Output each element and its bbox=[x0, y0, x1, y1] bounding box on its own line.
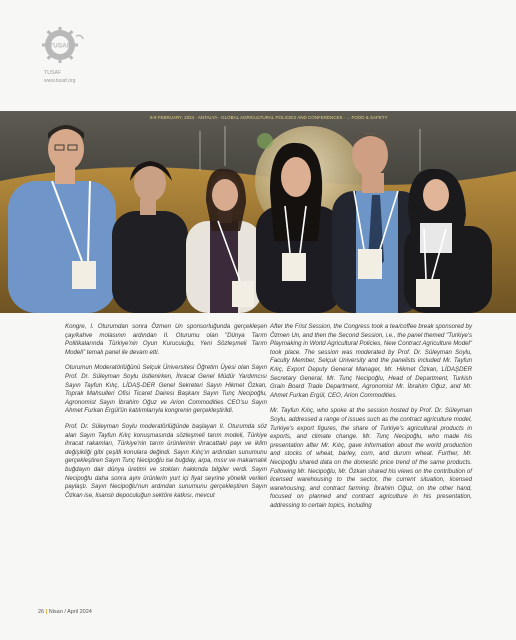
svg-text:TUSAF: TUSAF bbox=[49, 42, 71, 50]
org-name: TUSAF bbox=[44, 70, 62, 76]
org-url: www.tusaf.org bbox=[44, 78, 76, 84]
name-badge bbox=[358, 249, 382, 279]
paragraph: Kongre, I. Oturumdan sonra Özmen Un sponsorluğunda gerçekleşen çay/kahve molasının ardından II. Oturumu olan "Dünya Tarım Politikalarında Türkiye'nin Oyun Kurucuiuğu, Yeni Sözleşmeli Tarım Modeli" temalı panel ile devam etti. bbox=[65, 323, 267, 356]
tusaf-logo bbox=[40, 26, 84, 66]
article-column-turkish bbox=[65, 323, 267, 507]
name-badge bbox=[232, 281, 254, 307]
page-footer bbox=[38, 609, 92, 615]
panel-group-photo bbox=[0, 111, 516, 313]
name-badge bbox=[416, 279, 440, 307]
name-badge bbox=[282, 253, 306, 281]
article-column-english bbox=[270, 323, 472, 517]
name-badge bbox=[72, 261, 96, 289]
issue-date: Nisan / April 2024 bbox=[48, 609, 92, 615]
footer-separator: | bbox=[45, 609, 48, 615]
paragraph: Oturumun Moderatörlüğünü Selçuk Üniversitesi Öğretim Üyesi olan Sayın Prof. Dr. Süleyman Soylu üstlenirken, İhracat Genel Müdür Yardımcısı Sayın Tayfun Kılıç, LİDAŞ-DER Genel Sekreteri Sayın Hikmet Özkan, Toprak Mahsulleri Ofisi Ticaret Dairesi Başkanı Sayın Tunç Necipoğlu, Agronomist Sayın İbrahim Oğuz ve Arion Commodities CEO'su Sayın Ahmet Furkan Ergül'ün katılımlarıyla kongrenin gerçekleştirildi. bbox=[65, 364, 267, 415]
paragraph: Mr. Tayfun Kılıç, who spoke at the session hosted by Prof. Dr. Süleyman Soylu, addressed a range of issues such as the contract agriculture model, Turkiye's export figures, the share of Turkiye's agricultural products in exports, and climate change. Mr. Tunç Necipoğlu, who made his presentation after Mr. Kılıç, gave information about the world production and stocks of wheat, barley, corn, and durum wheat. Further, Mr. Necipoğlu shared data on the domestic price trend of the same products. Following Mr. Necipoğlu, Mr. Özkan shared his views on the contribution of licensed warehousing to the sector, the current situation, licensed warehousing, and contract farming. İbrahim Oğuz, on the other hand, focused on planned and contract agriculture in his presentation, addressing to certain topics, including bbox=[270, 407, 472, 509]
page-number: 26 bbox=[38, 609, 45, 615]
paragraph: After the Frist Session, the Congress took a tea/coffee break sponsored by Özmen Un, and then the Second Session, i.e., the panel themed "Turkiye's Playmaking in World Agricultural Policies, New Contract Agriculture Model" took place. The session was moderated by Prof. Dr. Süleyman Soylu, Faculty Member, Selçuk University and the panelists included Mr. Tayfun Kılıç, Export Deputy General Manager, Mr. Hikmet Özkan, LİDAŞDER Secretary General, Mr. Tunç Necipoğlu, Head of Department, Turkish Grain Board Trade Department, Agronomist Mr. İbrahim Oğuz, and Mr. Ahmet Furkan Ergül, CEO, Arion Commodities. bbox=[270, 323, 472, 399]
paragraph: Prof. Dr. Süleyman Soylu moderatörlüğünde başlayan II. Oturumda söz alan Sayın Tayfun Kılıç konuşmasında sözleşmeli tarım modeli, Türkiye ihracat rakamları, Türkiye'nin tarım ürünlerinin ihracattaki payı ve iklim değişikliği gibi çeşitli konulara değindi. Sayın Kılıç'ın ardından sunumunu gerçekleştiren Sayın Tunç Necipoğlu ise buğday, arpa, mısır ve makarnalık buğdayın dair dünya üretimi ve stokları hakkında bilgiler verdi. Sayın Necipoğlu daha sonra aynı ürünlerin yurt içi fiyat seyrine yönelik verileri paylaştı. Sayın Necipoğlu'nun ardından sunumunu gerçekleştiren Sayın Özkan ise, lisanslı depoculuğun sektöre katkısı, mevcut bbox=[65, 422, 267, 499]
backdrop-banner: 8-9 FEBRUARY, 2024 · ANTALYA · GLOBAL AGRICULTURAL POLICIES AND CONFERENCES · ... FOOD & SAFETY bbox=[150, 115, 388, 120]
